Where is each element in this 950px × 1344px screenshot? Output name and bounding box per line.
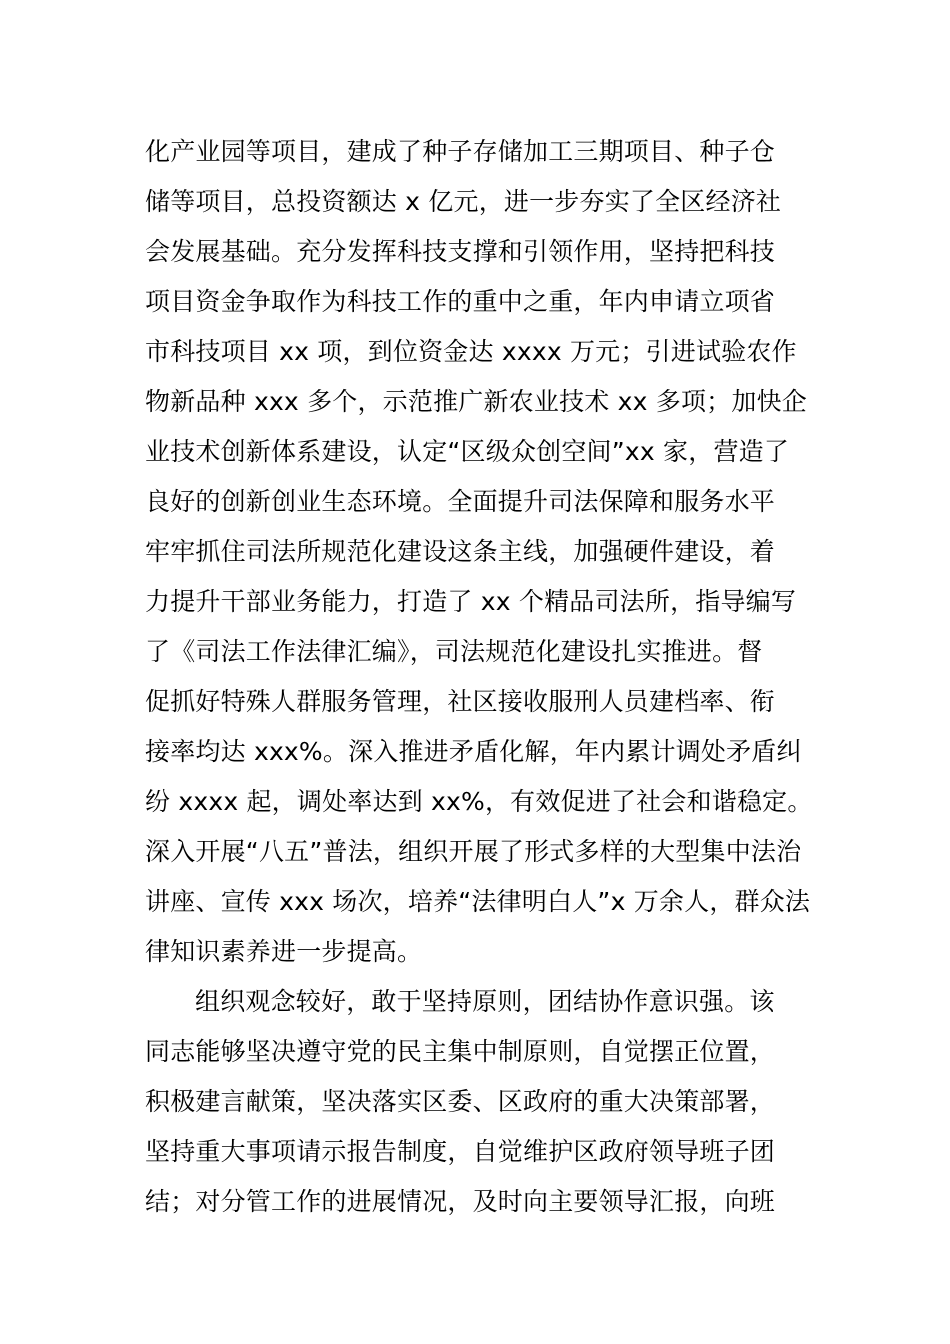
paragraph-1-line-6: 物新品种 xxx 多个，示范推广新农业技术 xx 多项；加快企 (145, 387, 807, 416)
paragraph-1-line-13: 接率均达 xxx%。深入推进矛盾化解，年内累计调处矛盾纠 (145, 737, 802, 766)
paragraph-1-line-17: 律知识素养进一步提高。 (145, 937, 423, 966)
paragraph-2-line-5: 结；对分管工作的进展情况，及时向主要领导汇报，向班 (145, 1187, 776, 1216)
paragraph-1-line-11: 了《司法工作法律汇编》，司法规范化建设扎实推进。督 (145, 637, 763, 666)
paragraph-1-line-16: 讲座、宣传 xxx 场次，培养“法律明白人”x 万余人，群众法 (145, 887, 811, 916)
paragraph-1-line-4: 项目资金争取作为科技工作的重中之重，年内申请立项省 (145, 287, 776, 316)
paragraph-1-line-14: 纷 xxxx 起，调处率达到 xx%，有效促进了社会和谐稳定。 (145, 787, 813, 816)
paragraph-1-line-1: 化产业园等项目，建成了种子存储加工三期项目、种子仓 (145, 137, 776, 166)
paragraph-1-line-2: 储等项目，总投资额达 x 亿元，进一步夯实了全区经济社 (145, 187, 782, 216)
paragraph-1-line-5: 市科技项目 xx 项，到位资金达 xxxx 万元；引进试验农作 (145, 337, 797, 366)
paragraph-1-line-7: 业技术创新体系建设，认定“区级众创空间”xx 家，营造了 (145, 437, 790, 466)
paragraph-2-line-1: 组织观念较好，敢于坚持原则，团结协作意识强。该 (195, 987, 775, 1016)
paragraph-2-line-4: 坚持重大事项请示报告制度，自觉维护区政府领导班子团 (145, 1137, 776, 1166)
paragraph-1-line-15: 深入开展“八五”普法，组织开展了形式多样的大型集中法治 (145, 837, 802, 866)
paragraph-1-line-3: 会发展基础。充分发挥科技支撑和引领作用，坚持把科技 (145, 237, 776, 266)
paragraph-1-line-10: 力提升干部业务能力，打造了 xx 个精品司法所，指导编写 (145, 587, 797, 616)
paragraph-2-line-2: 同志能够坚决遵守党的民主集中制原则，自觉摆正位置， (145, 1037, 776, 1066)
paragraph-1-line-9: 牢牢抓住司法所规范化建设这条主线，加强硬件建设，着 (145, 537, 776, 566)
paragraph-1-line-8: 良好的创新创业生态环境。全面提升司法保障和服务水平 (145, 487, 776, 516)
paragraph-1-line-12: 促抓好特殊人群服务管理，社区接收服刑人员建档率、衔 (145, 687, 776, 716)
paragraph-2-line-3: 积极建言献策，坚决落实区委、区政府的重大决策部署， (145, 1087, 776, 1116)
